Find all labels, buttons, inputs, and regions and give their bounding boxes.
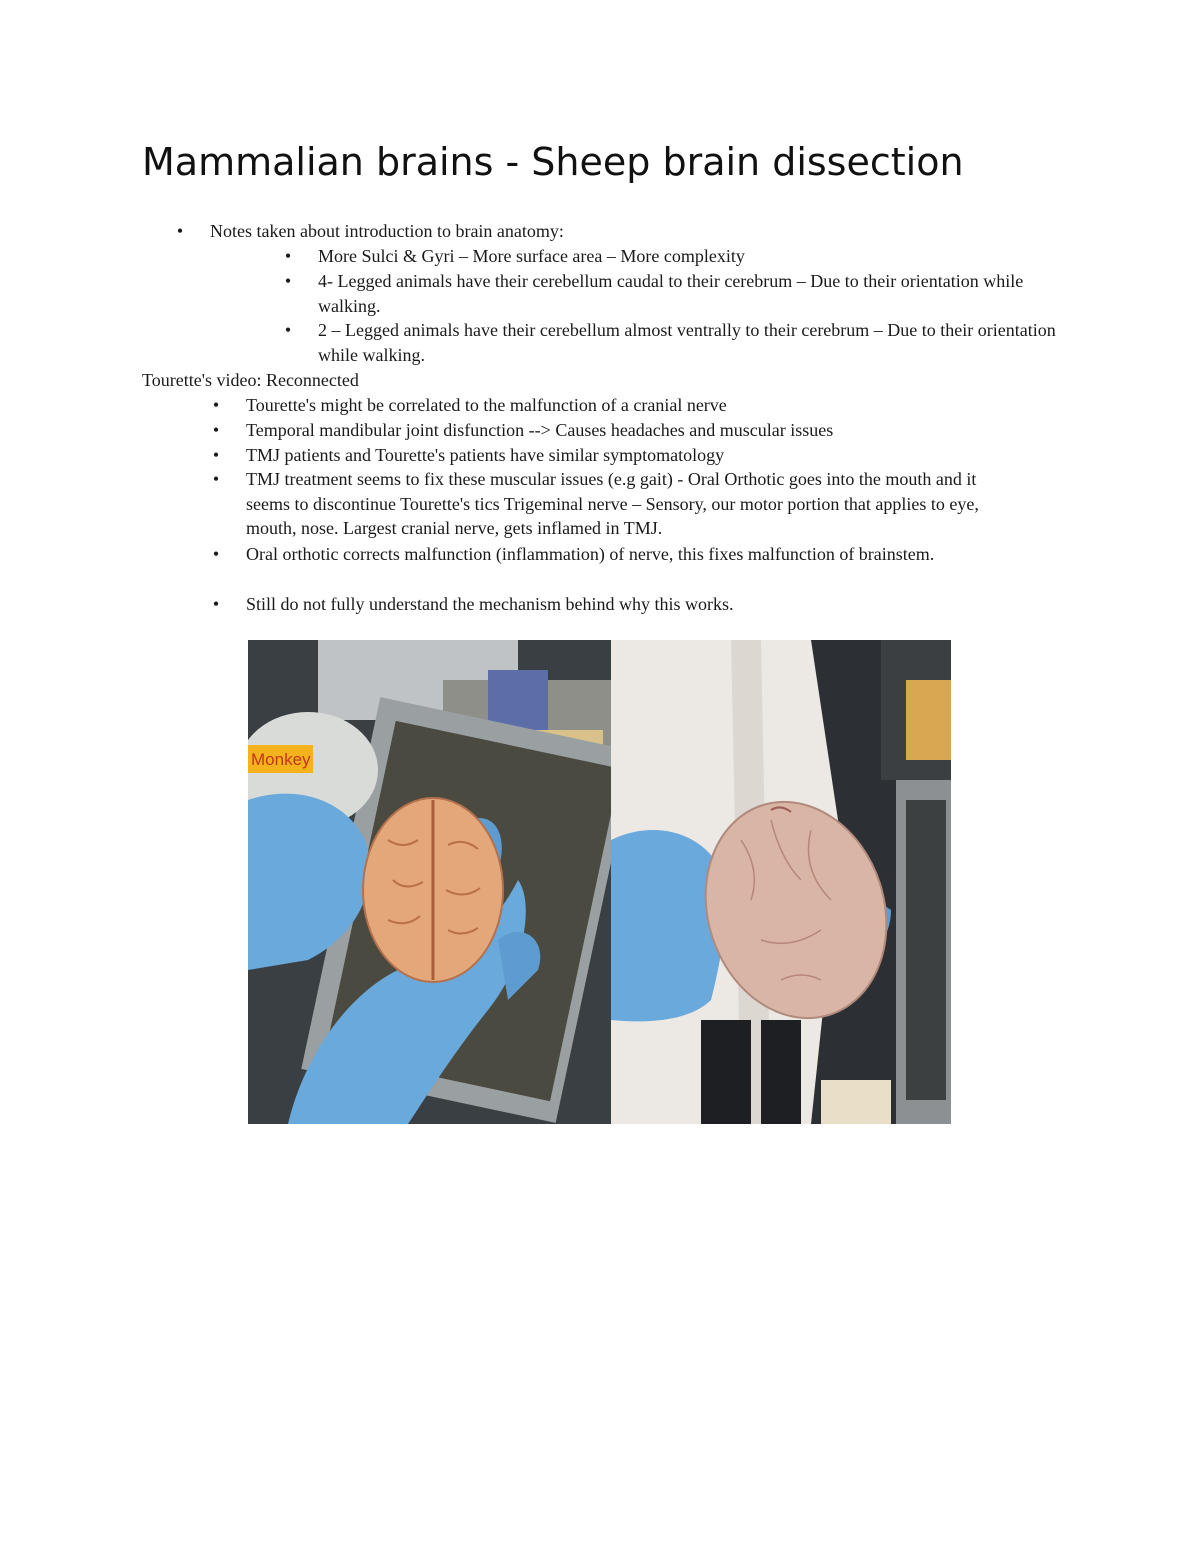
list-item xyxy=(212,393,1016,418)
sheep-brain-image xyxy=(611,640,951,1124)
bullet: • xyxy=(212,594,220,614)
list-item xyxy=(284,318,1068,367)
bullet: • xyxy=(284,320,292,340)
list-item-text: Oral orthotic corrects malfunction (inflammation) of nerve, this fixes malfunction of brainstem. xyxy=(246,544,935,564)
bullet: • xyxy=(212,544,220,564)
list-item-text: Temporal mandibular joint disfunction --> Causes headaches and muscular issues xyxy=(246,420,834,440)
list-item xyxy=(212,443,1016,468)
list-item-text: Notes taken about introduction to brain anatomy: xyxy=(210,221,564,241)
jar-label: Monkey xyxy=(251,750,311,769)
bullet: • xyxy=(212,469,220,489)
bullet: • xyxy=(212,420,220,440)
list-item xyxy=(212,592,1016,617)
list-item xyxy=(284,269,1068,318)
bullet: • xyxy=(284,246,292,266)
list-item-text: Still do not fully understand the mechanism behind why this works. xyxy=(246,594,734,614)
list-item-text: TMJ treatment seems to fix these muscular issues (e.g gait) - Oral Orthotic goes into the mouth and it seems to discontinue Tourette's tics Trigeminal nerve – Sensory, our motor portion that applies to eye, mouth, nose. Largest cranial nerve, gets inflamed in TMJ. xyxy=(246,469,979,538)
list-item xyxy=(284,244,1068,269)
bullet: • xyxy=(212,445,220,465)
list-item-text: 4- Legged animals have their cerebellum caudal to their cerebrum – Due to their orientation while walking. xyxy=(318,271,1024,316)
list-item-text: TMJ patients and Tourette's patients have similar symptomatology xyxy=(246,445,725,465)
monkey-brain-image xyxy=(248,640,611,1124)
list-item xyxy=(212,418,1016,443)
list-item-text: More Sulci & Gyri – More surface area – More complexity xyxy=(318,246,745,266)
list-item xyxy=(212,467,1016,541)
list-item-text: Tourette's might be correlated to the malfunction of a cranial nerve xyxy=(246,395,727,415)
list-item xyxy=(176,219,1090,244)
section-heading: Tourette's video: Reconnected xyxy=(142,370,359,390)
page-title: Mammalian brains - Sheep brain dissection xyxy=(142,140,964,184)
sheep-brain-photo xyxy=(611,640,951,1124)
list-item-text: 2 – Legged animals have their cerebellum almost ventrally to their cerebrum – Due to their orientation while walking. xyxy=(318,320,1056,365)
bullet: • xyxy=(212,395,220,415)
monkey-brain-photo xyxy=(248,640,611,1124)
bullet: • xyxy=(284,271,292,291)
bullet: • xyxy=(176,221,184,241)
list-item xyxy=(212,542,1016,567)
